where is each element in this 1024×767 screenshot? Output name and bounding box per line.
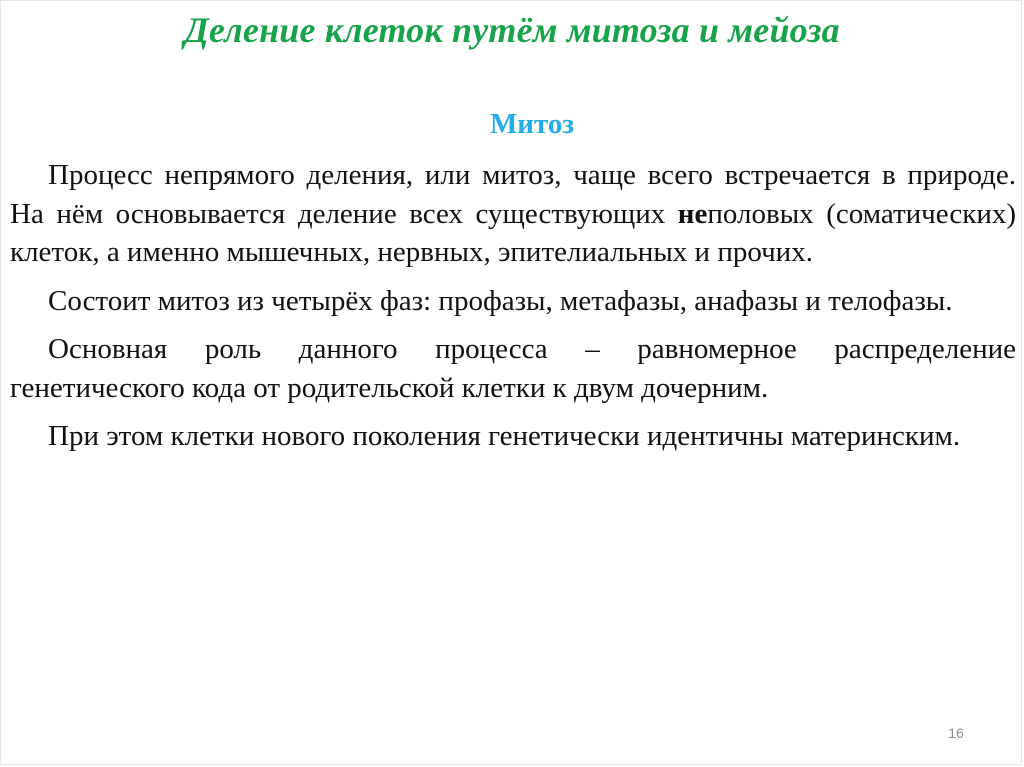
paragraph-text-part: Процесс непрямого деления, или митоз, чаще всего встречается в природе. На нём основывается деление всех существующих [10,159,1016,230]
page-number: 16 [948,725,964,741]
paragraph-mitosis-phases: Состоит митоз из четырёх фаз: профазы, метафазы, анафазы и телофазы. [48,284,953,317]
paragraph-text-part: половых (соматических) клеток, а именно мышечных, нервных, эпителиальных и прочих. [10,197,1016,268]
slide-title: Деление клеток путём митоза и мейоза [184,10,840,50]
slide-content [10,156,1016,466]
paragraph-mitosis-role: Основная роль данного процесса – равномерное распределение генетического кода от родительской клетки к двум дочерним. [10,333,1016,404]
paragraph-mitosis-result: При этом клетки нового поколения генетически идентичны материнским. [48,420,961,452]
bold-prefix: не [677,197,708,230]
section-heading: Митоз [489,108,575,140]
paragraph-mitosis-definition [10,156,1016,272]
